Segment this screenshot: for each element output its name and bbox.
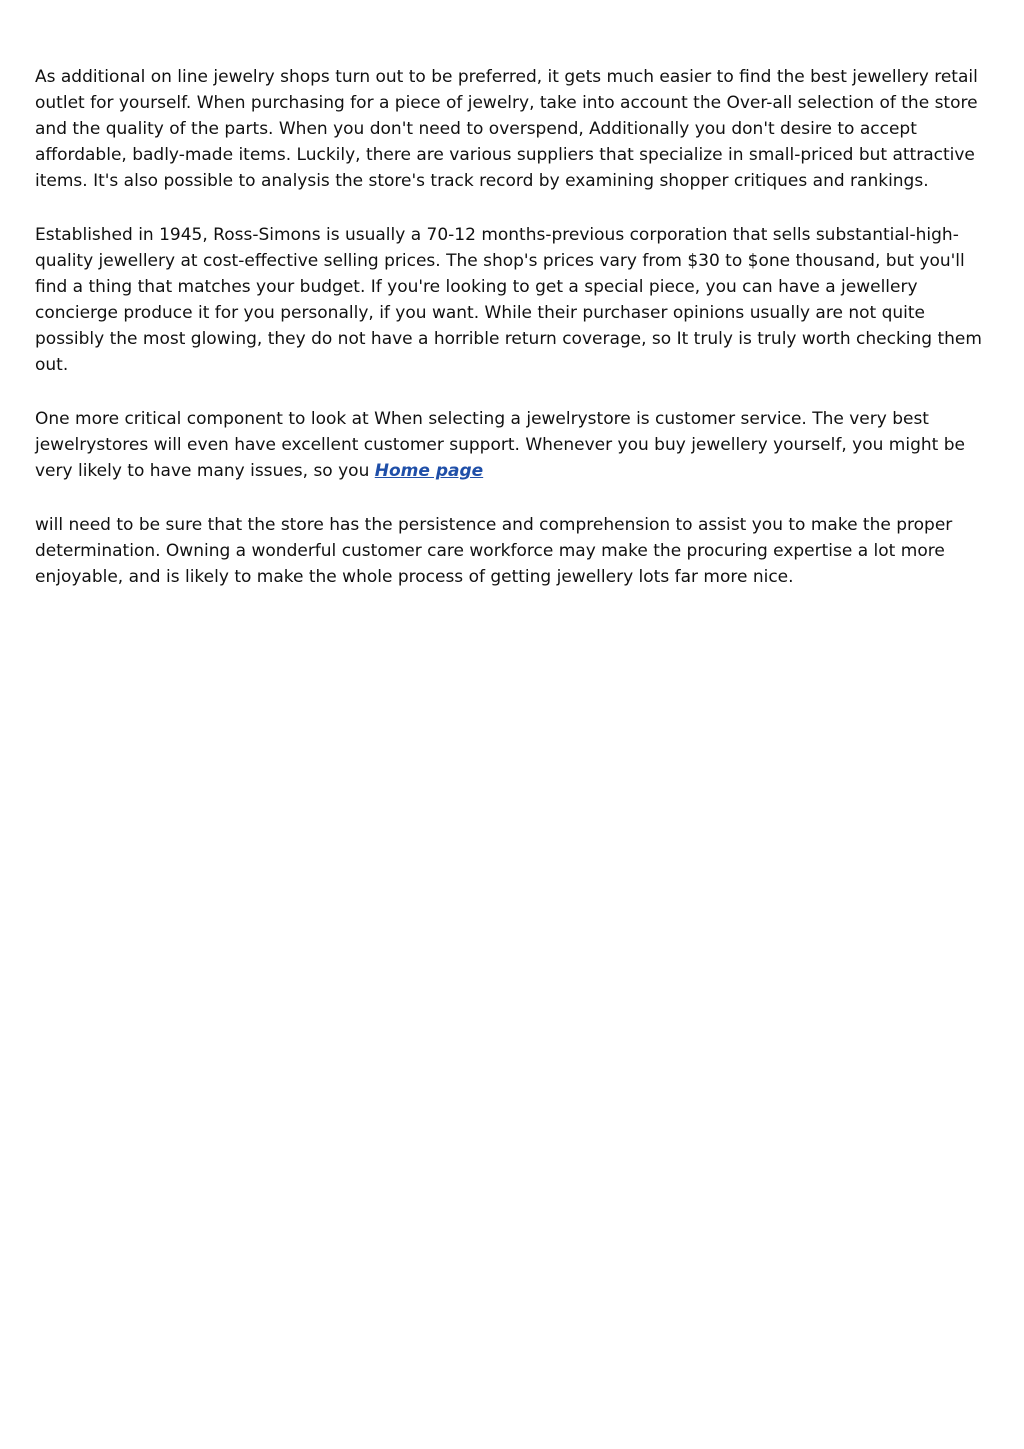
paragraph-2: Established in 1945, Ross-Simons is usually a 70-12 months-previous corporation that sells substantial-high-quality jewellery at cost-effective selling prices. The shop's prices vary from $30 to $one thousand, but you'll find a thing that matches your budget. If you're looking to get a special piece, you can have a jewellery concierge produce it for you personally, if you want. While their purchaser opinions usually are not quite possibly the most glowing, they do not have a horrible return coverage, so It truly is truly worth checking them out.: [35, 225, 982, 375]
paragraph-3: [35, 406, 995, 484]
paragraph-4: will need to be sure that the store has the persistence and comprehension to assist you to make the proper determination. Owning a wonderful customer care workforce may make the procuring expertise a lot more enjoyable, and is likely to make the whole process of getting jewellery lots far more nice.: [35, 515, 953, 587]
paragraph-3-text: One more critical component to look at When selecting a jewelrystore is customer service. The very best jewelrystores will even have excellent customer support. Whenever you buy jewellery yourself, you might be very likely to have many issues, so you: [35, 409, 965, 481]
paragraph-1: As additional on line jewelry shops turn out to be preferred, it gets much easier to find the best jewellery retail outlet for yourself. When purchasing for a piece of jewelry, take into account the Over-all selection of the store and the quality of the parts. When you don't need to overspend, Additionally you don't desire to accept affordable, badly-made items. Luckily, there are various suppliers that specialize in small-priced but attractive items. It's also possible to analysis the store's track record by examining shopper critiques and rankings.: [35, 67, 978, 191]
home-page-link[interactable]: Home page: [374, 461, 484, 481]
document-body: [35, 64, 995, 618]
